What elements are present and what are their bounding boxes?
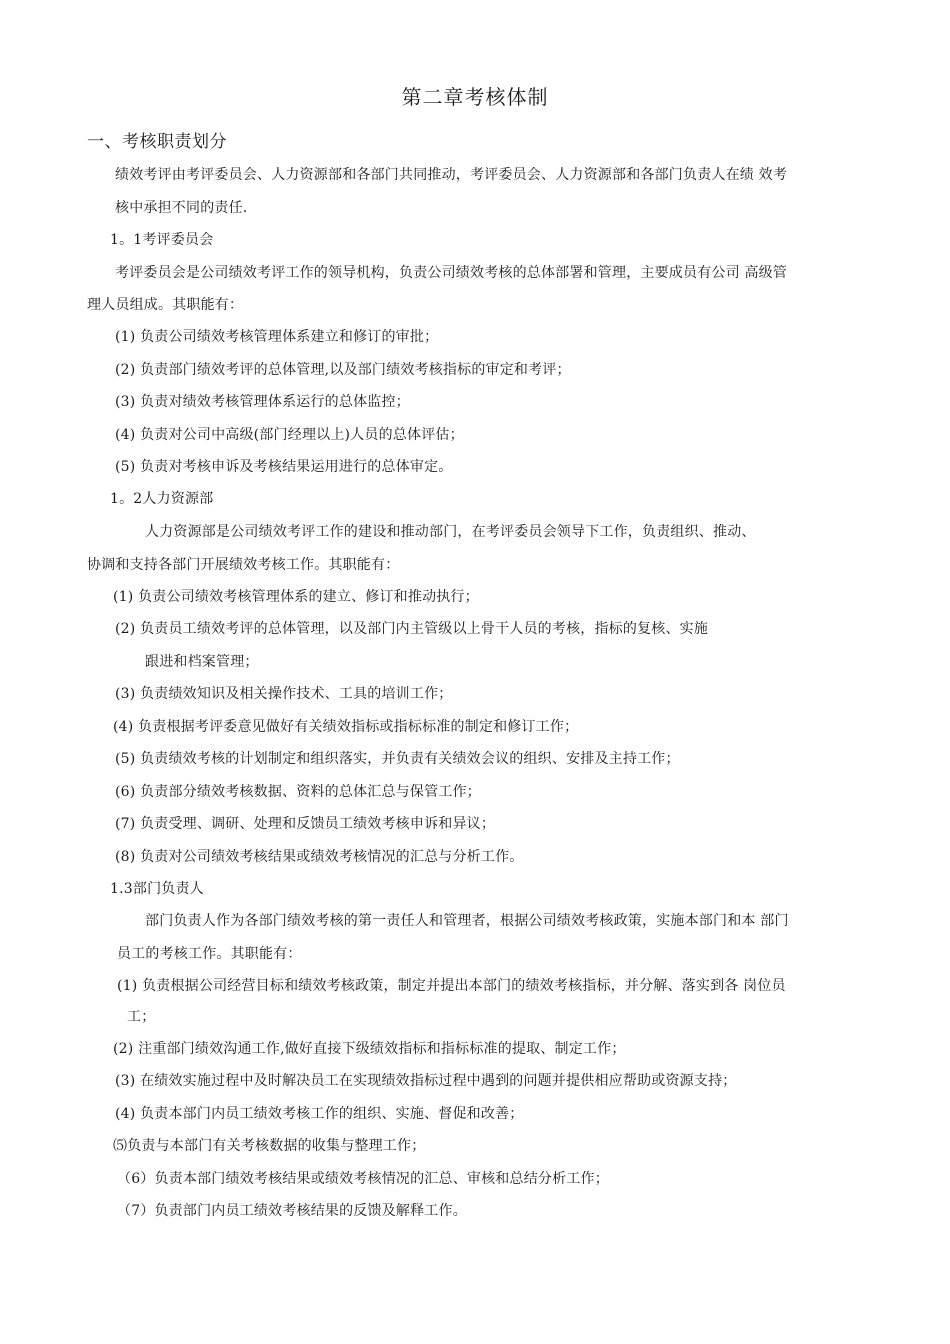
- intro-line: 核中承担不同的责任.: [115, 200, 248, 216]
- paragraph-line: 理人员组成。其职能有：: [87, 297, 244, 313]
- list-item-continuation: 工；: [127, 1009, 156, 1025]
- list-item: (2) 注重部门绩效沟通工作,做好直接下级绩效指标和指标标准的提取、制定工作；: [113, 1041, 626, 1057]
- section-heading: 一、考核职责划分: [87, 132, 227, 152]
- list-item: (1) 负责根据公司经营目标和绩效考核政策，制定并提出本部门的绩效考核指标，并分解、落实到各 岗位员: [117, 978, 786, 994]
- list-item: (4) 负责根据考评委意见做好有关绩效指标或指标标准的制定和修订工作；: [113, 719, 579, 735]
- list-item: (1) 负责公司绩效考核管理体系的建立、修订和推动执行；: [113, 589, 479, 605]
- subsection-heading: 1.3部门负责人: [110, 881, 204, 897]
- list-item: (3) 负责对绩效考核管理体系运行的总体监控；: [115, 394, 410, 410]
- list-item: (7) 负责受理、调研、处理和反馈员工绩效考核申诉和异议；: [115, 816, 496, 832]
- list-item: (2) 负责员工绩效考评的总体管理，以及部门内主管级以上骨干人员的考核，指标的复核、实施: [115, 621, 709, 637]
- list-item: (1) 负责公司绩效考核管理体系建立和修订的审批；: [115, 329, 439, 345]
- paragraph-line: 部门负责人作为各部门绩效考核的第一责任人和管理者，根据公司绩效考核政策，实施本部门和本 部门: [145, 913, 789, 929]
- list-item: (6) 负责部分绩效考核数据、资料的总体汇总与保管工作；: [115, 784, 481, 800]
- paragraph-line: 人力资源部是公司绩效考评工作的建设和推动部门，在考评委员会领导下工作，负责组织、推动、: [145, 524, 756, 540]
- list-item: ⑸负责与本部门有关考核数据的收集与整理工作；: [113, 1138, 426, 1154]
- list-item: (3) 在绩效实施过程中及时解决员工在实现绩效指标过程中遇到的问题并提供相应帮助或资源支持；: [115, 1073, 737, 1089]
- page-title: 第二章考核体制: [401, 85, 549, 109]
- list-item: （6）负责本部门绩效考核结果或绩效考核情况的汇总、审核和总结分析工作；: [117, 1171, 609, 1187]
- paragraph-line: 员工的考核工作。其职能有：: [117, 946, 302, 962]
- list-item: (4) 负责本部门内员工绩效考核工作的组织、实施、督促和改善；: [115, 1106, 524, 1122]
- list-item: (4) 负责对公司中高级(部门经理以上)人员的总体评估；: [115, 427, 464, 443]
- list-item: (5) 负责对考核申诉及考核结果运用进行的总体审定。: [115, 459, 453, 475]
- intro-line: 绩效考评由考评委员会、人力资源部和各部门共同推动，考评委员会、人力资源部和各部门负责人在绩 效考: [115, 167, 788, 183]
- list-item: (3) 负责绩效知识及相关操作技术、工具的培训工作；: [115, 686, 453, 702]
- subsection-heading: 1。2人力资源部: [110, 491, 214, 507]
- paragraph-line: 协调和支持各部门开展绩效考核工作。其职能有：: [87, 557, 400, 573]
- paragraph-line: 考评委员会是公司绩效考评工作的领导机构，负责公司绩效考核的总体部署和管理，主要成员有公司 高级管: [115, 265, 788, 281]
- list-item: (2) 负责部门绩效考评的总体管理,以及部门绩效考核指标的审定和考评；: [115, 362, 571, 378]
- list-item: (8) 负责对公司绩效考核结果或绩效考核情况的汇总与分析工作。: [115, 849, 524, 865]
- list-item-continuation: 跟进和档案管理；: [145, 654, 259, 670]
- list-item: （7）负责部门内员工绩效考核结果的反馈及解释工作。: [117, 1203, 467, 1219]
- subsection-heading: 1。1考评委员会: [110, 232, 214, 248]
- list-item: (5) 负责绩效考核的计划制定和组织落实，并负责有关绩效会议的组织、安排及主持工作；: [115, 751, 680, 767]
